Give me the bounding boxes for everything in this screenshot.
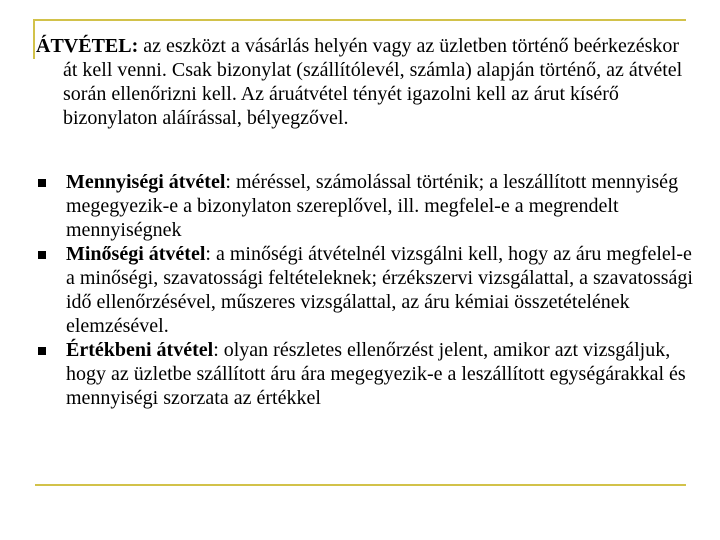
- slide-content: [36, 34, 696, 410]
- square-bullet-icon: [38, 347, 46, 355]
- frame-top-line: [33, 19, 686, 21]
- square-bullet-icon: [38, 251, 46, 259]
- frame-left-line: [33, 19, 35, 59]
- item-text: : olyan részletes ellenőrzést jelent, amikor azt vizsgáljuk, hogy az üzletbe szállított áru ára megegyezik-e a leszállított egységárakkal és mennyiségi szorzata az értékkel: [66, 339, 686, 409]
- item-text: : a minőségi átvételnél vizsgálni kell, hogy az áru megfelel-e a minőségi, szavatossági feltételeknek; érzékszervi vizsgálattal, a szavatossági idő ellenőrzésével, műszeres vizsgálattal, az áru kémiai összetételének elemzésével.: [66, 243, 693, 337]
- intro-term: ÁTVÉTEL:: [36, 35, 139, 57]
- intro-text: az eszközt a vásárlás helyén vagy az üzletben történő beérkezéskor át kell venni. Csak bizonylat (szállítólevél, számla) alapján történő, az átvétel során ellenőrizni kell. Az áruátvétel tényét igazolni kell az árut kísérő bizonylaton aláírással, bélyegzővel.: [63, 35, 683, 129]
- item-term: Minőségi átvétel: [66, 243, 206, 265]
- bullet-list: [36, 170, 696, 410]
- square-bullet-icon: [38, 179, 46, 187]
- list-item-quantity: [36, 170, 696, 242]
- intro-paragraph: [36, 34, 696, 130]
- item-text: : méréssel, számolással történik; a leszállított mennyiség megegyezik-e a bizonylaton szereplővel, ill. megfelel-e a megrendelt mennyiségnek: [66, 171, 679, 241]
- frame-bottom-line: [35, 484, 686, 486]
- list-item-quality: [36, 242, 696, 338]
- item-term: Mennyiségi átvétel: [66, 171, 226, 193]
- item-term: Értékbeni átvétel: [66, 339, 214, 361]
- list-item-value: [36, 338, 696, 410]
